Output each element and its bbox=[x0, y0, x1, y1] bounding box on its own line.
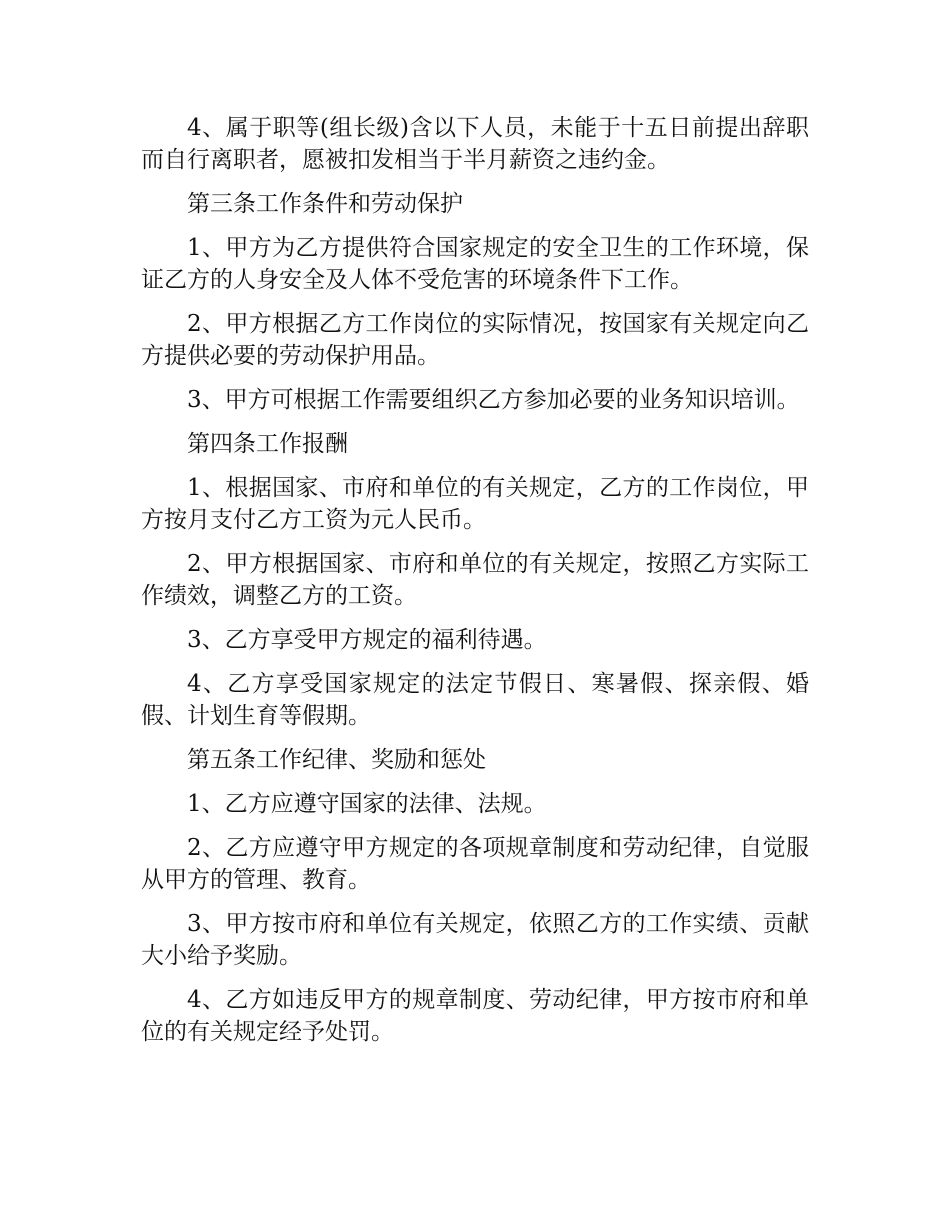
section-heading-article-3: 第三条工作条件和劳动保护 bbox=[187, 191, 463, 217]
section-heading-article-4: 第四条工作报酬 bbox=[187, 431, 348, 457]
paragraph-protective-equipment: 2、甲方根据乙方工作岗位的实际情况，按国家有关规定向乙方提供必要的劳动保护用品。 bbox=[141, 311, 809, 369]
paragraph-obey-rules: 2、乙方应遵守甲方规定的各项规章制度和劳动纪律，自觉服从甲方的管理、教育。 bbox=[141, 835, 809, 893]
paragraph-obey-laws: 1、乙方应遵守国家的法律、法规。 bbox=[187, 791, 547, 817]
paragraph-work-environment: 1、甲方为乙方提供符合国家规定的安全卫生的工作环境，保证乙方的人身安全及人体不受危害的环境条件下工作。 bbox=[141, 235, 809, 293]
section-heading-article-5: 第五条工作纪律、奖励和惩处 bbox=[187, 747, 486, 773]
paragraph-training: 3、甲方可根据工作需要组织乙方参加必要的业务知识培训。 bbox=[187, 387, 800, 413]
paragraph-penalties: 4、乙方如违反甲方的规章制度、劳动纪律，甲方按市府和单位的有关规定经予处罚。 bbox=[141, 987, 809, 1045]
paragraph-monthly-salary: 1、根据国家、市府和单位的有关规定，乙方的工作岗位，甲方按月支付乙方工资为元人民币。 bbox=[141, 475, 809, 533]
paragraph-holidays: 4、乙方享受国家规定的法定节假日、寒暑假、探亲假、婚假、计划生育等假期。 bbox=[141, 671, 809, 729]
paragraph-benefits: 3、乙方享受甲方规定的福利待遇。 bbox=[187, 627, 547, 653]
paragraph-resignation-penalty: 4、属于职等(组长级)含以下人员，未能于十五日前提出辞职而自行离职者，愿被扣发相当于半月薪资之违约金。 bbox=[141, 115, 809, 173]
paragraph-salary-adjustment: 2、甲方根据国家、市府和单位的有关规定，按照乙方实际工作绩效，调整乙方的工资。 bbox=[141, 551, 809, 609]
paragraph-rewards: 3、甲方按市府和单位有关规定，依照乙方的工作实绩、贡献大小给予奖励。 bbox=[141, 911, 809, 969]
document-body bbox=[141, 112, 809, 1060]
